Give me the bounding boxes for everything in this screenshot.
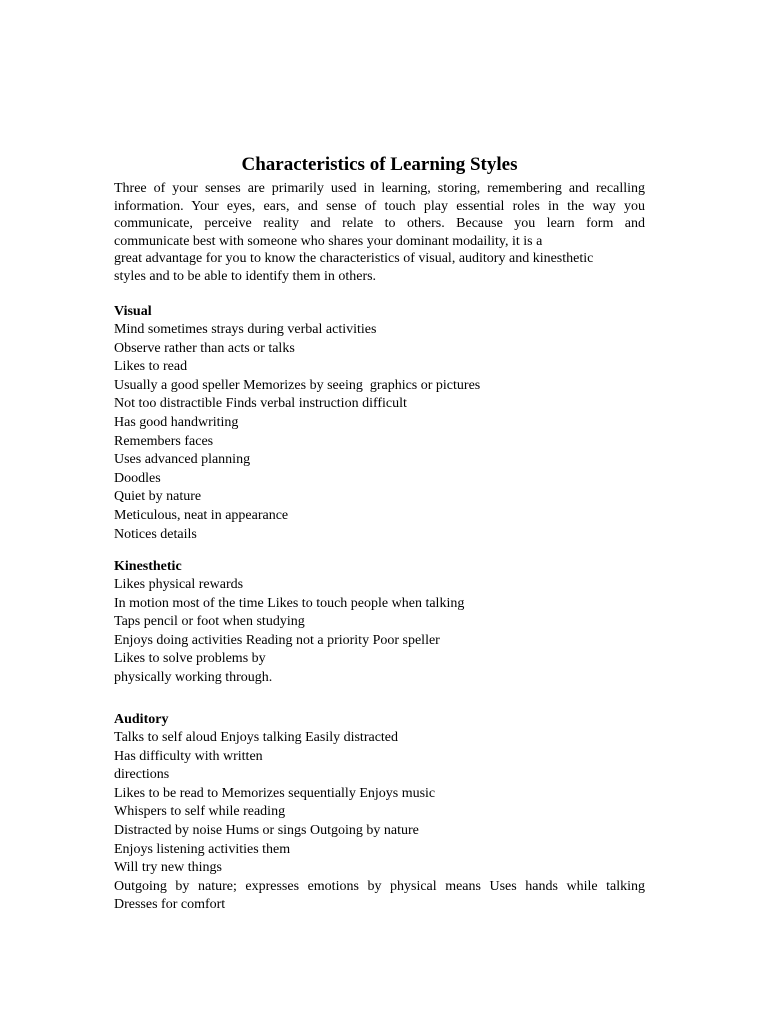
list-item: Likes to read [114, 359, 188, 375]
kinesthetic-section [114, 558, 645, 688]
list-item: Talks to self aloud Enjoys talking Easily distracted [114, 730, 399, 745]
list-item: Meticulous, neat in appearance [114, 507, 289, 523]
intro-line: styles and to be able to identify them in others. [114, 268, 377, 284]
document-title: Characteristics of Learning Styles [241, 154, 518, 175]
list-item: Usually a good speller Memorizes by seeing graphics or pictures [114, 377, 481, 393]
visual-list [114, 321, 645, 544]
list-item: Enjoys doing activities Reading not a priority Poor speller [114, 632, 440, 648]
kinesthetic-list [114, 576, 645, 688]
list-item: directions [114, 767, 170, 783]
list-item: Not too distractible Finds verbal instruction difficult [114, 396, 407, 412]
list-item: Doodles [114, 470, 161, 486]
list-item: Distracted by noise Hums or sings Outgoing by nature [114, 822, 419, 838]
list-item: Likes to solve problems by [114, 651, 266, 667]
list-item: Uses advanced planning [114, 452, 251, 468]
list-item: Mind sometimes strays during verbal activities [114, 322, 377, 337]
list-item: Quiet by nature [114, 489, 202, 505]
list-item: Whispers to self while reading [114, 804, 286, 820]
list-item: physically working through. [114, 669, 273, 685]
kinesthetic-heading: Kinesthetic [114, 559, 182, 574]
intro-line: communicate, perceive reality and relate to others. Because you learn form and [114, 216, 645, 231]
auditory-list [114, 729, 645, 915]
list-item: In motion most of the time Likes to touch people when talking [114, 595, 465, 611]
auditory-section [114, 711, 645, 915]
document-page [114, 153, 645, 913]
intro-line: great advantage for you to know the characteristics of visual, auditory and kinesthetic [114, 251, 594, 266]
list-item: Enjoys listening activities them [114, 841, 291, 857]
visual-heading: Visual [114, 304, 152, 319]
list-item: Notices details [114, 526, 197, 542]
list-item: Likes physical rewards [114, 577, 244, 592]
list-item: Outgoing by nature; expresses emotions by physical means Uses hands while talking [114, 878, 645, 894]
list-item: Has good handwriting [114, 414, 239, 430]
list-item: Remembers faces [114, 433, 214, 449]
intro-line: communicate best with someone who shares your dominant modaility, it is a [114, 233, 543, 249]
visual-section [114, 303, 645, 544]
list-item: Will try new things [114, 860, 222, 876]
list-item: Likes to be read to Memorizes sequentially Enjoys music [114, 785, 436, 801]
list-item: Observe rather than acts or talks [114, 340, 295, 356]
list-item: Has difficulty with written [114, 748, 263, 764]
list-item: Dresses for comfort [114, 897, 226, 913]
intro-line: Three of your senses are primarily used in learning, storing, remembering and recalling [114, 181, 645, 196]
list-item: Taps pencil or foot when studying [114, 614, 305, 630]
auditory-heading: Auditory [114, 712, 169, 727]
intro-line: information. Your eyes, ears, and sense of touch play essential roles in the way you [114, 198, 645, 214]
intro-paragraph [114, 180, 645, 285]
